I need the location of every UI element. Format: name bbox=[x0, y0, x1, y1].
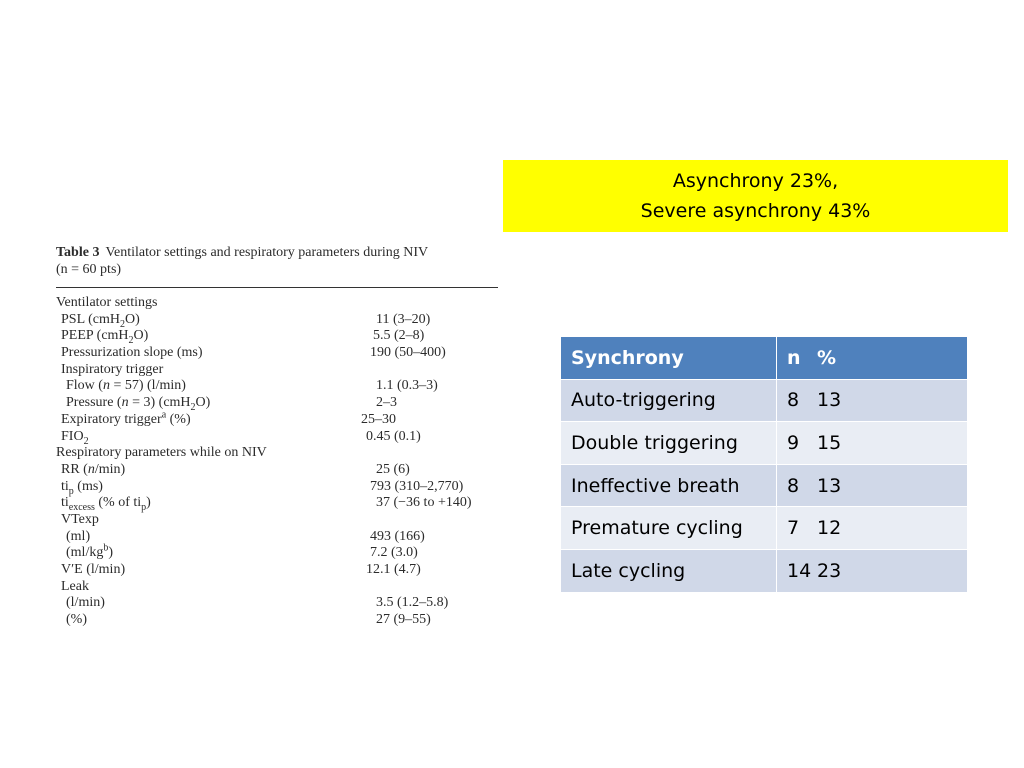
table-3-ventilator-settings bbox=[56, 244, 498, 629]
row-psl: PSL (cmH$_2$O) 11 (3–20) bbox=[61, 311, 431, 330]
rr-value: 25 (6) bbox=[376, 461, 410, 477]
row-ventilator-settings: Ventilator settings bbox=[56, 295, 158, 310]
asynchrony-callout bbox=[503, 160, 1008, 232]
row-pressurization-slope: Pressurization slope (ms) 190 (50–400) bbox=[61, 345, 446, 361]
exp-trigger-value: 25–30 bbox=[361, 411, 396, 427]
row-flow: Flow (n = 57) (l/min) 1.1 (0.3–3) bbox=[66, 378, 438, 394]
table-caption bbox=[56, 244, 498, 261]
row-n: 8 bbox=[787, 389, 800, 412]
row-n: 8 bbox=[787, 474, 800, 497]
row-n: 14 bbox=[787, 559, 812, 582]
row-inspiratory-trigger: Inspiratory trigger bbox=[61, 361, 164, 377]
header-n-pct bbox=[777, 337, 968, 380]
pressure-value: 2–3 bbox=[376, 395, 397, 411]
row-label: Auto-triggering bbox=[561, 379, 777, 422]
header-n: n bbox=[787, 346, 801, 369]
row-tiexcess: $ti_{excess}$ (% of $ti_p$) 37 (−36 to +140) bbox=[61, 495, 472, 514]
table-row bbox=[561, 379, 968, 422]
ve-value: 12.1 (4.7) bbox=[366, 562, 421, 577]
table-caption-label: Table 3 bbox=[56, 245, 100, 260]
table-row bbox=[561, 422, 968, 465]
callout-line-1: Asynchrony 23%, bbox=[672, 170, 839, 192]
row-vtexp-mlkg: $(ml/kg^b)$ 7.2 (3.0) bbox=[66, 542, 418, 561]
table-caption-n: (n = 60 pts) bbox=[56, 262, 122, 277]
peep-value: 5.5 (2–8) bbox=[373, 328, 425, 344]
tiexcess-value: 37 (−36 to +140) bbox=[376, 495, 472, 511]
row-pct: 13 bbox=[817, 389, 842, 412]
row-rr: RR (n/min) 25 (6) bbox=[61, 461, 410, 477]
table-row bbox=[561, 507, 968, 550]
row-leak-pct: (%) 27 (9–55) bbox=[66, 612, 431, 628]
header-pct: % bbox=[817, 346, 837, 369]
row-label: Ineffective breath bbox=[561, 464, 777, 507]
row-vtexp: VTexp bbox=[61, 511, 99, 527]
table-row bbox=[561, 464, 968, 507]
table-rule bbox=[56, 287, 498, 288]
row-label: Double triggering bbox=[561, 422, 777, 465]
row-tip: $ti_p$ (ms) 793 (310–2,770) bbox=[61, 478, 464, 497]
fio2-value: 0.45 (0.1) bbox=[366, 428, 421, 444]
row-expiratory-trigger: Expiratory trigger$^a$ (%) 25–30 bbox=[61, 409, 396, 427]
row-pct: 15 bbox=[817, 431, 842, 454]
row-peep: PEEP (cmH$_2$O) 5.5 (2–8) bbox=[61, 328, 425, 347]
synchrony-header-row bbox=[561, 337, 968, 380]
vtexp-ml-value: 493 (166) bbox=[370, 528, 425, 544]
row-pct: 12 bbox=[817, 517, 842, 540]
row-pressure: Pressure (n = 3) (cmH$_2$O) 2–3 bbox=[66, 395, 397, 413]
leak-pct-value: 27 (9–55) bbox=[376, 612, 431, 628]
row-pct: 13 bbox=[817, 474, 842, 497]
row-label: Premature cycling bbox=[561, 507, 777, 550]
row-ve: V′E (l/min) 12.1 (4.7) bbox=[61, 562, 421, 577]
row-fio2: $FIO_2$ 0.45 (0.1) bbox=[61, 428, 421, 447]
flow-value: 1.1 (0.3–3) bbox=[376, 378, 438, 394]
header-synchrony: Synchrony bbox=[561, 337, 777, 380]
slope-value: 190 (50–400) bbox=[370, 345, 446, 361]
row-label: Late cycling bbox=[561, 549, 777, 592]
callout-line-2: Severe asynchrony 43% bbox=[640, 200, 871, 222]
vtexp-mlkg-value: 7.2 (3.0) bbox=[370, 545, 418, 561]
row-respiratory-parameters: Respiratory parameters while on NIV bbox=[56, 445, 267, 461]
row-n: 9 bbox=[787, 431, 800, 454]
row-vtexp-ml: (ml) 493 (166) bbox=[66, 528, 425, 544]
row-pct: 23 bbox=[817, 559, 842, 582]
row-leak: Leak bbox=[61, 578, 89, 594]
tip-value: 793 (310–2,770) bbox=[370, 478, 464, 494]
leak-lmin-value: 3.5 (1.2–5.8) bbox=[376, 595, 449, 611]
synchrony-table bbox=[560, 336, 968, 593]
table-caption-text: Ventilator settings and respiratory parameters during NIV bbox=[105, 245, 429, 260]
table-row bbox=[561, 549, 968, 592]
row-n: 7 bbox=[787, 517, 800, 540]
psl-value: 11 (3–20) bbox=[376, 311, 431, 327]
row-leak-lmin: (l/min) 3.5 (1.2–5.8) bbox=[66, 595, 449, 611]
